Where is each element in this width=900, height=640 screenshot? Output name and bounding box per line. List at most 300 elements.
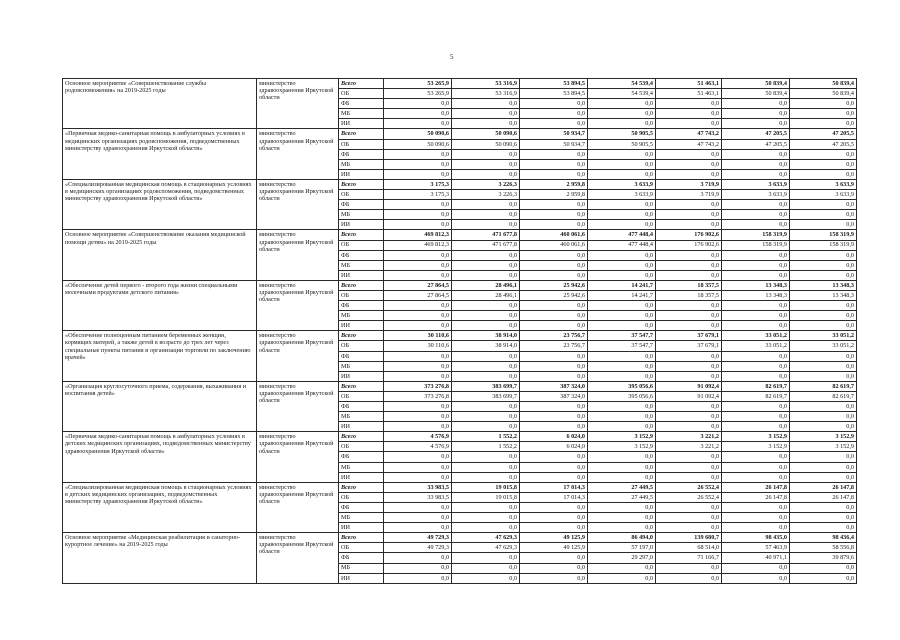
- amount-cell: 0,0: [520, 321, 588, 331]
- amount-cell: 0,0: [520, 220, 588, 230]
- funding-source: МБ: [339, 159, 384, 169]
- amount-cell: 0,0: [790, 523, 857, 533]
- amount-cell: 18 357,5: [656, 280, 722, 290]
- amount-cell: 387 324,0: [520, 391, 588, 401]
- amount-cell: 0,0: [722, 573, 790, 583]
- amount-cell: 0,0: [384, 159, 452, 169]
- amount-cell: 0,0: [656, 563, 722, 573]
- amount-cell: 3 152,9: [588, 432, 656, 442]
- executor-name: министерство здравоохранения Иркутской области: [257, 280, 339, 330]
- amount-cell: 82 619,7: [722, 391, 790, 401]
- executor-name: министерство здравоохранения Иркутской области: [257, 179, 339, 229]
- amount-cell: 0,0: [520, 260, 588, 270]
- amount-cell: 50 905,5: [588, 139, 656, 149]
- amount-cell: 0,0: [384, 361, 452, 371]
- executor-name: министерство здравоохранения Иркутской области: [257, 230, 339, 280]
- amount-cell: 0,0: [588, 149, 656, 159]
- amount-cell: 51 463,1: [656, 89, 722, 99]
- amount-cell: 0,0: [588, 361, 656, 371]
- amount-cell: 3 226,3: [452, 179, 520, 189]
- measure-name: «Обеспечение детей первого - второго года жизни специальными молочными продуктами детского питания»: [63, 280, 257, 330]
- measure-name: «Обеспечение полноценным питанием беременных женщин, кормящих матерей, а также детей в возрасте до трех лет через специальные пункты питания и организации торговли по заключению врачей»: [63, 331, 257, 381]
- amount-cell: 0,0: [520, 502, 588, 512]
- funding-source: МБ: [339, 563, 384, 573]
- amount-cell: 0,0: [588, 119, 656, 129]
- amount-cell: 0,0: [384, 250, 452, 260]
- amount-cell: 395 056,6: [588, 381, 656, 391]
- amount-cell: 0,0: [588, 169, 656, 179]
- amount-cell: 0,0: [790, 270, 857, 280]
- amount-cell: 53 316,9: [452, 89, 520, 99]
- amount-cell: 50 090,6: [384, 129, 452, 139]
- amount-cell: 0,0: [656, 210, 722, 220]
- amount-cell: 3 152,9: [588, 442, 656, 452]
- amount-cell: 0,0: [588, 99, 656, 109]
- table-row-total: [63, 129, 857, 139]
- amount-cell: 3 152,9: [790, 442, 857, 452]
- amount-cell: 0,0: [656, 462, 722, 472]
- amount-cell: 0,0: [722, 523, 790, 533]
- amount-cell: 0,0: [722, 250, 790, 260]
- amount-cell: 0,0: [452, 412, 520, 422]
- measure-name: «Специализированная медицинская помощь в стационарных условиях в детских медицинских организациях, подведомственных министерству здравоохранения Иркутской области»: [63, 482, 257, 532]
- funding-source: ОБ: [339, 89, 384, 99]
- amount-cell: 0,0: [722, 361, 790, 371]
- funding-source: ОБ: [339, 543, 384, 553]
- funding-source: ИИ: [339, 220, 384, 230]
- amount-cell: 33 983,5: [384, 482, 452, 492]
- amount-cell: 19 015,8: [452, 492, 520, 502]
- amount-cell: 37 547,7: [588, 331, 656, 341]
- amount-cell: 477 448,4: [588, 230, 656, 240]
- amount-cell: 0,0: [588, 462, 656, 472]
- amount-cell: 54 539,4: [588, 79, 656, 89]
- amount-cell: 0,0: [384, 502, 452, 512]
- amount-cell: 0,0: [722, 119, 790, 129]
- amount-cell: 27 864,5: [384, 280, 452, 290]
- amount-cell: 0,0: [384, 402, 452, 412]
- amount-cell: 0,0: [452, 260, 520, 270]
- amount-cell: 51 463,1: [656, 79, 722, 89]
- amount-cell: 30 110,6: [384, 331, 452, 341]
- amount-cell: 26 147,8: [722, 492, 790, 502]
- amount-cell: 0,0: [656, 159, 722, 169]
- amount-cell: 0,0: [588, 523, 656, 533]
- amount-cell: 47 629,3: [452, 533, 520, 543]
- amount-cell: 38 914,0: [452, 331, 520, 341]
- amount-cell: 0,0: [520, 573, 588, 583]
- funding-source: ФБ: [339, 99, 384, 109]
- amount-cell: 0,0: [790, 301, 857, 311]
- funding-source: ИИ: [339, 472, 384, 482]
- amount-cell: 0,0: [520, 361, 588, 371]
- amount-cell: 0,0: [384, 351, 452, 361]
- amount-cell: 39 879,6: [790, 553, 857, 563]
- amount-cell: 57 463,9: [722, 543, 790, 553]
- funding-source: МБ: [339, 109, 384, 119]
- amount-cell: 49 729,3: [384, 543, 452, 553]
- amount-cell: 50 839,4: [722, 79, 790, 89]
- amount-cell: 0,0: [656, 412, 722, 422]
- amount-cell: 0,0: [790, 573, 857, 583]
- amount-cell: 0,0: [384, 452, 452, 462]
- amount-cell: 0,0: [588, 351, 656, 361]
- funding-source: МБ: [339, 462, 384, 472]
- amount-cell: 176 902,6: [656, 230, 722, 240]
- amount-cell: 0,0: [452, 220, 520, 230]
- funding-source: ФБ: [339, 402, 384, 412]
- amount-cell: 13 348,3: [722, 290, 790, 300]
- table-row-total: [63, 533, 857, 543]
- page-number: 5: [450, 53, 454, 61]
- amount-cell: 0,0: [384, 472, 452, 482]
- amount-cell: 0,0: [722, 563, 790, 573]
- amount-cell: 0,0: [384, 99, 452, 109]
- amount-cell: 0,0: [384, 270, 452, 280]
- amount-cell: 27 449,5: [588, 482, 656, 492]
- amount-cell: 53 894,5: [520, 79, 588, 89]
- amount-cell: 0,0: [656, 452, 722, 462]
- amount-cell: 49 729,3: [384, 533, 452, 543]
- amount-cell: 53 265,9: [384, 89, 452, 99]
- amount-cell: 0,0: [722, 200, 790, 210]
- amount-cell: 37 547,7: [588, 341, 656, 351]
- funding-source: ИИ: [339, 270, 384, 280]
- funding-source: ОБ: [339, 240, 384, 250]
- amount-cell: 0,0: [520, 119, 588, 129]
- amount-cell: 0,0: [722, 412, 790, 422]
- amount-cell: 0,0: [452, 563, 520, 573]
- amount-cell: 0,0: [384, 573, 452, 583]
- table-row-total: [63, 179, 857, 189]
- table-row-total: [63, 381, 857, 391]
- amount-cell: 40 971,1: [722, 553, 790, 563]
- amount-cell: 47 743,2: [656, 129, 722, 139]
- amount-cell: 0,0: [452, 523, 520, 533]
- amount-cell: 0,0: [520, 371, 588, 381]
- amount-cell: 0,0: [384, 553, 452, 563]
- amount-cell: 3 226,3: [452, 190, 520, 200]
- amount-cell: 0,0: [452, 99, 520, 109]
- amount-cell: 28 496,1: [452, 280, 520, 290]
- amount-cell: 47 629,3: [452, 543, 520, 553]
- amount-cell: 477 448,4: [588, 240, 656, 250]
- amount-cell: 0,0: [452, 553, 520, 563]
- amount-cell: 53 265,9: [384, 79, 452, 89]
- amount-cell: 13 348,3: [790, 280, 857, 290]
- amount-cell: 33 051,2: [722, 331, 790, 341]
- amount-cell: 0,0: [384, 422, 452, 432]
- funding-source: ИИ: [339, 371, 384, 381]
- amount-cell: 0,0: [790, 351, 857, 361]
- amount-cell: 71 166,7: [656, 553, 722, 563]
- amount-cell: 53 316,9: [452, 79, 520, 89]
- amount-cell: 0,0: [790, 321, 857, 331]
- amount-cell: 3 719,9: [656, 190, 722, 200]
- amount-cell: 0,0: [520, 452, 588, 462]
- amount-cell: 0,0: [656, 311, 722, 321]
- amount-cell: 0,0: [452, 250, 520, 260]
- executor-name: министерство здравоохранения Иркутской области: [257, 432, 339, 482]
- amount-cell: 29 297,0: [588, 553, 656, 563]
- amount-cell: 3 633,9: [588, 190, 656, 200]
- amount-cell: 14 241,7: [588, 290, 656, 300]
- amount-cell: 0,0: [588, 402, 656, 412]
- amount-cell: 6 024,0: [520, 442, 588, 452]
- executor-name: министерство здравоохранения Иркутской области: [257, 482, 339, 532]
- table-row-total: [63, 432, 857, 442]
- amount-cell: 82 619,7: [790, 391, 857, 401]
- amount-cell: 0,0: [520, 402, 588, 412]
- amount-cell: 3 719,9: [656, 179, 722, 189]
- table-row-total: [63, 482, 857, 492]
- amount-cell: 0,0: [452, 119, 520, 129]
- measure-name: «Первичная медико-санитарная помощь в амбулаторных условиях в медицинских организациях родовспоможения, подведомственных министерству здравоохранения Иркутской области»: [63, 129, 257, 179]
- amount-cell: 0,0: [384, 301, 452, 311]
- amount-cell: 0,0: [656, 220, 722, 230]
- amount-cell: 0,0: [722, 301, 790, 311]
- amount-cell: 0,0: [588, 311, 656, 321]
- amount-cell: 91 092,4: [656, 391, 722, 401]
- measure-name: «Специализированная медицинская помощь в стационарных условиях в медицинских организациях родовспоможения, подведомственных министерству здравоохранения Иркутской области»: [63, 179, 257, 229]
- funding-source: ИИ: [339, 119, 384, 129]
- table-row-total: [63, 331, 857, 341]
- amount-cell: 373 276,8: [384, 381, 452, 391]
- amount-cell: 0,0: [656, 149, 722, 159]
- amount-cell: 0,0: [790, 109, 857, 119]
- funding-source: Всего: [339, 432, 384, 442]
- funding-source: ФБ: [339, 553, 384, 563]
- funding-source: МБ: [339, 412, 384, 422]
- amount-cell: 4 576,9: [384, 432, 452, 442]
- amount-cell: 0,0: [452, 159, 520, 169]
- amount-cell: 6 024,0: [520, 432, 588, 442]
- amount-cell: 98 436,4: [790, 533, 857, 543]
- amount-cell: 0,0: [656, 109, 722, 119]
- amount-cell: 471 677,8: [452, 240, 520, 250]
- funding-source: ОБ: [339, 139, 384, 149]
- funding-source: ИИ: [339, 169, 384, 179]
- amount-cell: 0,0: [722, 321, 790, 331]
- amount-cell: 0,0: [656, 270, 722, 280]
- amount-cell: 0,0: [520, 301, 588, 311]
- amount-cell: 3 633,9: [722, 190, 790, 200]
- amount-cell: 0,0: [656, 422, 722, 432]
- amount-cell: 2 959,8: [520, 179, 588, 189]
- amount-cell: 28 496,1: [452, 290, 520, 300]
- amount-cell: 0,0: [384, 513, 452, 523]
- amount-cell: 373 276,8: [384, 391, 452, 401]
- measure-name: Основное мероприятие «Совершенствование оказания медицинской помощи детям» на 2019-2025 годы: [63, 230, 257, 280]
- amount-cell: 0,0: [722, 159, 790, 169]
- amount-cell: 0,0: [520, 159, 588, 169]
- amount-cell: 387 324,0: [520, 381, 588, 391]
- amount-cell: 0,0: [656, 523, 722, 533]
- amount-cell: 47 205,5: [722, 129, 790, 139]
- amount-cell: 0,0: [722, 169, 790, 179]
- amount-cell: 0,0: [520, 462, 588, 472]
- amount-cell: 0,0: [588, 502, 656, 512]
- amount-cell: 0,0: [452, 351, 520, 361]
- amount-cell: 26 552,4: [656, 482, 722, 492]
- funding-source: Всего: [339, 331, 384, 341]
- amount-cell: 0,0: [452, 311, 520, 321]
- amount-cell: 19 015,8: [452, 482, 520, 492]
- amount-cell: 50 934,7: [520, 129, 588, 139]
- amount-cell: 469 812,3: [384, 240, 452, 250]
- amount-cell: 0,0: [790, 220, 857, 230]
- amount-cell: 0,0: [452, 402, 520, 412]
- amount-cell: 0,0: [722, 270, 790, 280]
- funding-source: ИИ: [339, 321, 384, 331]
- amount-cell: 3 152,9: [722, 432, 790, 442]
- amount-cell: 0,0: [384, 149, 452, 159]
- budget-table: [62, 78, 857, 584]
- table-row-total: [63, 230, 857, 240]
- amount-cell: 0,0: [384, 563, 452, 573]
- amount-cell: 0,0: [722, 422, 790, 432]
- amount-cell: 471 677,8: [452, 230, 520, 240]
- amount-cell: 38 914,0: [452, 341, 520, 351]
- amount-cell: 0,0: [790, 149, 857, 159]
- amount-cell: 0,0: [588, 321, 656, 331]
- amount-cell: 0,0: [790, 412, 857, 422]
- amount-cell: 0,0: [384, 412, 452, 422]
- amount-cell: 0,0: [520, 109, 588, 119]
- amount-cell: 49 125,9: [520, 543, 588, 553]
- amount-cell: 0,0: [722, 210, 790, 220]
- amount-cell: 0,0: [452, 169, 520, 179]
- amount-cell: 0,0: [520, 422, 588, 432]
- amount-cell: 26 147,8: [790, 482, 857, 492]
- amount-cell: 23 756,7: [520, 331, 588, 341]
- executor-name: министерство здравоохранения Иркутской области: [257, 331, 339, 381]
- amount-cell: 0,0: [452, 149, 520, 159]
- amount-cell: 25 942,6: [520, 280, 588, 290]
- amount-cell: 37 679,1: [656, 331, 722, 341]
- amount-cell: 0,0: [520, 311, 588, 321]
- funding-source: ИИ: [339, 523, 384, 533]
- amount-cell: 0,0: [588, 301, 656, 311]
- amount-cell: 0,0: [452, 109, 520, 119]
- amount-cell: 0,0: [588, 260, 656, 270]
- amount-cell: 27 864,5: [384, 290, 452, 300]
- amount-cell: 0,0: [722, 260, 790, 270]
- amount-cell: 469 812,3: [384, 230, 452, 240]
- amount-cell: 158 319,9: [790, 240, 857, 250]
- amount-cell: 0,0: [520, 412, 588, 422]
- amount-cell: 3 175,3: [384, 179, 452, 189]
- amount-cell: 0,0: [452, 422, 520, 432]
- amount-cell: 0,0: [588, 563, 656, 573]
- amount-cell: 0,0: [520, 472, 588, 482]
- amount-cell: 47 205,5: [722, 139, 790, 149]
- amount-cell: 0,0: [588, 220, 656, 230]
- amount-cell: 158 319,9: [722, 230, 790, 240]
- amount-cell: 18 357,5: [656, 290, 722, 300]
- amount-cell: 82 619,7: [722, 381, 790, 391]
- amount-cell: 0,0: [384, 321, 452, 331]
- funding-source: МБ: [339, 311, 384, 321]
- measure-name: «Организация круглосуточного приема, содержания, выхаживания и воспитания детей»: [63, 381, 257, 431]
- amount-cell: 33 983,5: [384, 492, 452, 502]
- amount-cell: 0,0: [722, 371, 790, 381]
- amount-cell: 0,0: [520, 149, 588, 159]
- executor-name: министерство здравоохранения Иркутской области: [257, 129, 339, 179]
- amount-cell: 0,0: [384, 210, 452, 220]
- funding-source: ФБ: [339, 502, 384, 512]
- amount-cell: 0,0: [656, 361, 722, 371]
- amount-cell: 0,0: [588, 422, 656, 432]
- amount-cell: 26 147,8: [790, 492, 857, 502]
- amount-cell: 47 743,2: [656, 139, 722, 149]
- amount-cell: 2 959,8: [520, 190, 588, 200]
- amount-cell: 30 110,6: [384, 341, 452, 351]
- amount-cell: 54 539,4: [588, 89, 656, 99]
- amount-cell: 82 619,7: [790, 381, 857, 391]
- amount-cell: 0,0: [588, 159, 656, 169]
- measure-name: Основное мероприятие «Медицинская реабилитация и санаторно-курортное лечение» на 2019-2025 годы: [63, 533, 257, 583]
- funding-source: Всего: [339, 482, 384, 492]
- amount-cell: 0,0: [588, 371, 656, 381]
- amount-cell: 0,0: [384, 169, 452, 179]
- amount-cell: 3 633,9: [790, 179, 857, 189]
- amount-cell: 0,0: [452, 452, 520, 462]
- amount-cell: 0,0: [722, 109, 790, 119]
- amount-cell: 37 679,1: [656, 341, 722, 351]
- amount-cell: 0,0: [384, 109, 452, 119]
- amount-cell: 14 241,7: [588, 280, 656, 290]
- amount-cell: 0,0: [588, 250, 656, 260]
- amount-cell: 0,0: [722, 513, 790, 523]
- amount-cell: 0,0: [452, 321, 520, 331]
- amount-cell: 0,0: [722, 462, 790, 472]
- funding-source: ОБ: [339, 290, 384, 300]
- funding-source: ОБ: [339, 442, 384, 452]
- funding-source: ФБ: [339, 250, 384, 260]
- amount-cell: 395 056,6: [588, 391, 656, 401]
- amount-cell: 0,0: [656, 301, 722, 311]
- amount-cell: 460 061,6: [520, 230, 588, 240]
- funding-source: ОБ: [339, 341, 384, 351]
- amount-cell: 0,0: [656, 99, 722, 109]
- funding-source: ФБ: [339, 452, 384, 462]
- amount-cell: 0,0: [656, 260, 722, 270]
- amount-cell: 3 221,2: [656, 432, 722, 442]
- amount-cell: 3 633,9: [722, 179, 790, 189]
- amount-cell: 0,0: [588, 573, 656, 583]
- amount-cell: 0,0: [722, 472, 790, 482]
- amount-cell: 0,0: [656, 250, 722, 260]
- amount-cell: 176 902,6: [656, 240, 722, 250]
- funding-source: ФБ: [339, 200, 384, 210]
- amount-cell: 3 175,3: [384, 190, 452, 200]
- amount-cell: 49 125,9: [520, 533, 588, 543]
- funding-source: МБ: [339, 361, 384, 371]
- amount-cell: 0,0: [452, 210, 520, 220]
- amount-cell: 0,0: [588, 472, 656, 482]
- amount-cell: 3 221,2: [656, 442, 722, 452]
- amount-cell: 0,0: [588, 452, 656, 462]
- amount-cell: 0,0: [790, 462, 857, 472]
- amount-cell: 0,0: [520, 200, 588, 210]
- funding-source: Всего: [339, 79, 384, 89]
- funding-source: ФБ: [339, 149, 384, 159]
- amount-cell: 0,0: [790, 119, 857, 129]
- amount-cell: 0,0: [520, 210, 588, 220]
- amount-cell: 33 051,2: [722, 341, 790, 351]
- amount-cell: 0,0: [656, 402, 722, 412]
